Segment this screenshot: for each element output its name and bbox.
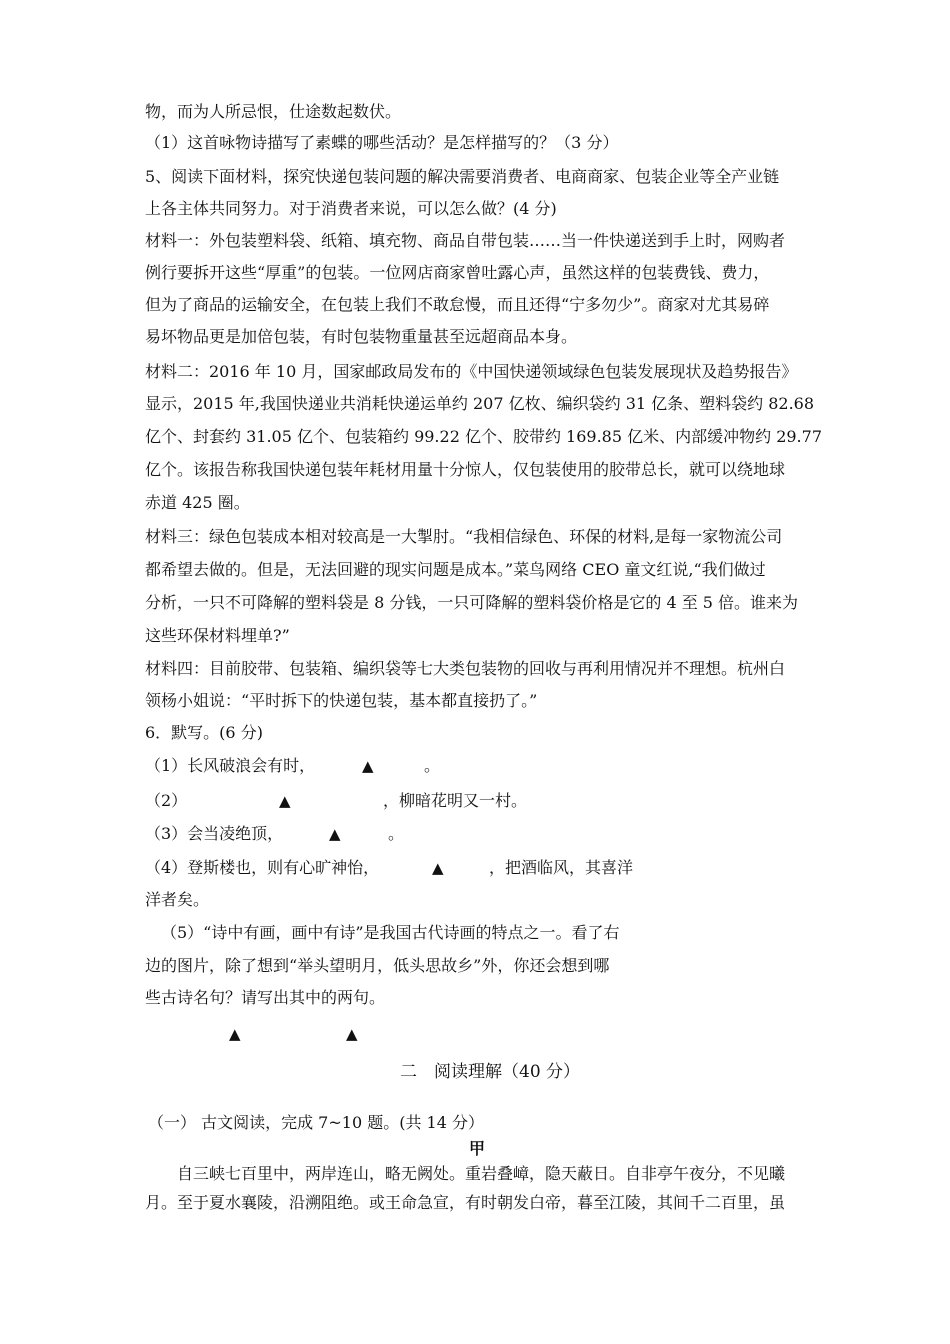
blank-marker: ▲ (362, 757, 374, 775)
material-2-line: 亿个。该报告称我国快递包装年耗材用量十分惊人，仅包装使用的胶带总长，就可以绕地球 (145, 460, 786, 479)
material-2-line: 亿个、封套约 31.05 亿个、包装箱约 99.22 亿个、胶带约 169.85 亿米、内部缓冲物约 29.77 (145, 427, 823, 446)
passage-line: 月。至于夏水襄陵，沿溯阻绝。或王命急宣，有时朝发白帝，暮至江陵，其间千二百里，虽 (145, 1193, 786, 1212)
blank-marker: ▲ (329, 825, 341, 843)
question-5-line: 5、阅读下面材料，探究快递包装问题的解决需要消费者、电商商家、包装企业等全产业链 (145, 167, 780, 186)
question-4-1: （1）这首咏物诗描写了素蝶的哪些活动？是怎样描写的？（3 分） (145, 133, 619, 152)
section-subtitle: （一） 古文阅读，完成 7~10 题。(共 14 分） (148, 1113, 484, 1132)
passage-label: 甲 (469, 1139, 486, 1158)
question-6-heading: 6．默写。(6 分) (145, 723, 263, 742)
dictation-q4-cont: 洋者矣。 (145, 890, 210, 909)
blank-marker: ▲ (279, 792, 291, 810)
dictation-q3: （3）会当凌绝顶， (145, 824, 284, 843)
dictation-q4: （4）登斯楼也，则有心旷神怡， (145, 858, 380, 877)
material-2-line: 材料二：2016 年 10 月，国家邮政局发布的《中国快递领域绿色包装发展现状及趋势报告》 (145, 362, 798, 381)
material-3-line: 都希望去做的。但是，无法回避的现实问题是成本。”菜鸟网络 CEO 童文红说,“我们做过 (145, 560, 766, 579)
dictation-q5: 些古诗名句？请写出其中的两句。 (145, 988, 386, 1007)
material-1-line: 但为了商品的运输安全，在包装上我们不敢怠慢，而且还得“宁多勿少”。商家对尤其易碎 (145, 295, 770, 314)
dictation-q1-end: 。 (424, 756, 441, 775)
dictation-q3-end: 。 (388, 824, 405, 843)
blank-marker: ▲ (346, 1025, 358, 1043)
question-5-line: 上各主体共同努力。对于消费者来说，可以怎么做？(4 分) (145, 199, 557, 218)
section-title: 二 阅读理解（40 分） (400, 1062, 581, 1082)
dictation-q1: （1）长风破浪会有时， (145, 756, 316, 775)
passage-line: 自三峡七百里中，两岸连山，略无阙处。重岩叠嶂，隐天蔽日。自非亭午夜分，不见曦 (177, 1164, 786, 1183)
text-line: 物，而为人所忌恨，仕途数起数伏。 (145, 102, 402, 121)
material-4-line: 领杨小姐说：“平时拆下的快递包装，基本都直接扔了。” (145, 691, 538, 710)
blank-marker: ▲ (432, 859, 444, 877)
dictation-q5: （5）“诗中有画，画中有诗”是我国古代诗画的特点之一。看了右 (161, 923, 620, 942)
material-3-line: 这些环保材料埋单?” (145, 626, 290, 645)
dictation-q4-end: ，把酒临风，其喜洋 (489, 858, 634, 877)
material-2-line: 显示，2015 年,我国快递业共消耗快递运单约 207 亿枚、编织袋约 31 亿条、塑料袋约 82.68 (145, 394, 815, 413)
material-1-line: 易坏物品更是加倍包装，有时包装物重量甚至远超商品本身。 (145, 327, 578, 346)
material-1-line: 材料一：外包装塑料袋、纸箱、填充物、商品自带包装……当一件快递送到手上时，网购者 (145, 231, 786, 250)
dictation-q2: （2） (145, 791, 188, 810)
dictation-q5: 边的图片，除了想到“举头望明月，低头思故乡”外，你还会想到哪 (145, 956, 610, 975)
material-1-line: 例行要拆开这些“厚重”的包装。一位网店商家曾吐露心声，虽然这样的包装费钱、费力， (145, 263, 770, 282)
blank-marker: ▲ (229, 1025, 241, 1043)
material-3-line: 分析，一只不可降解的塑料袋是 8 分钱，一只可降解的塑料袋价格是它的 4 至 5 倍。谁来为 (145, 593, 799, 612)
material-2-line: 赤道 425 圈。 (145, 493, 250, 512)
material-4-line: 材料四：目前胶带、包装箱、编织袋等七大类包装物的回收与再利用情况并不理想。杭州白 (145, 659, 786, 678)
material-3-line: 材料三：绿色包装成本相对较高是一大掣肘。“我相信绿色、环保的材料,是每一家物流公司 (145, 527, 783, 546)
dictation-q2-end: ，柳暗花明又一村。 (383, 791, 528, 810)
